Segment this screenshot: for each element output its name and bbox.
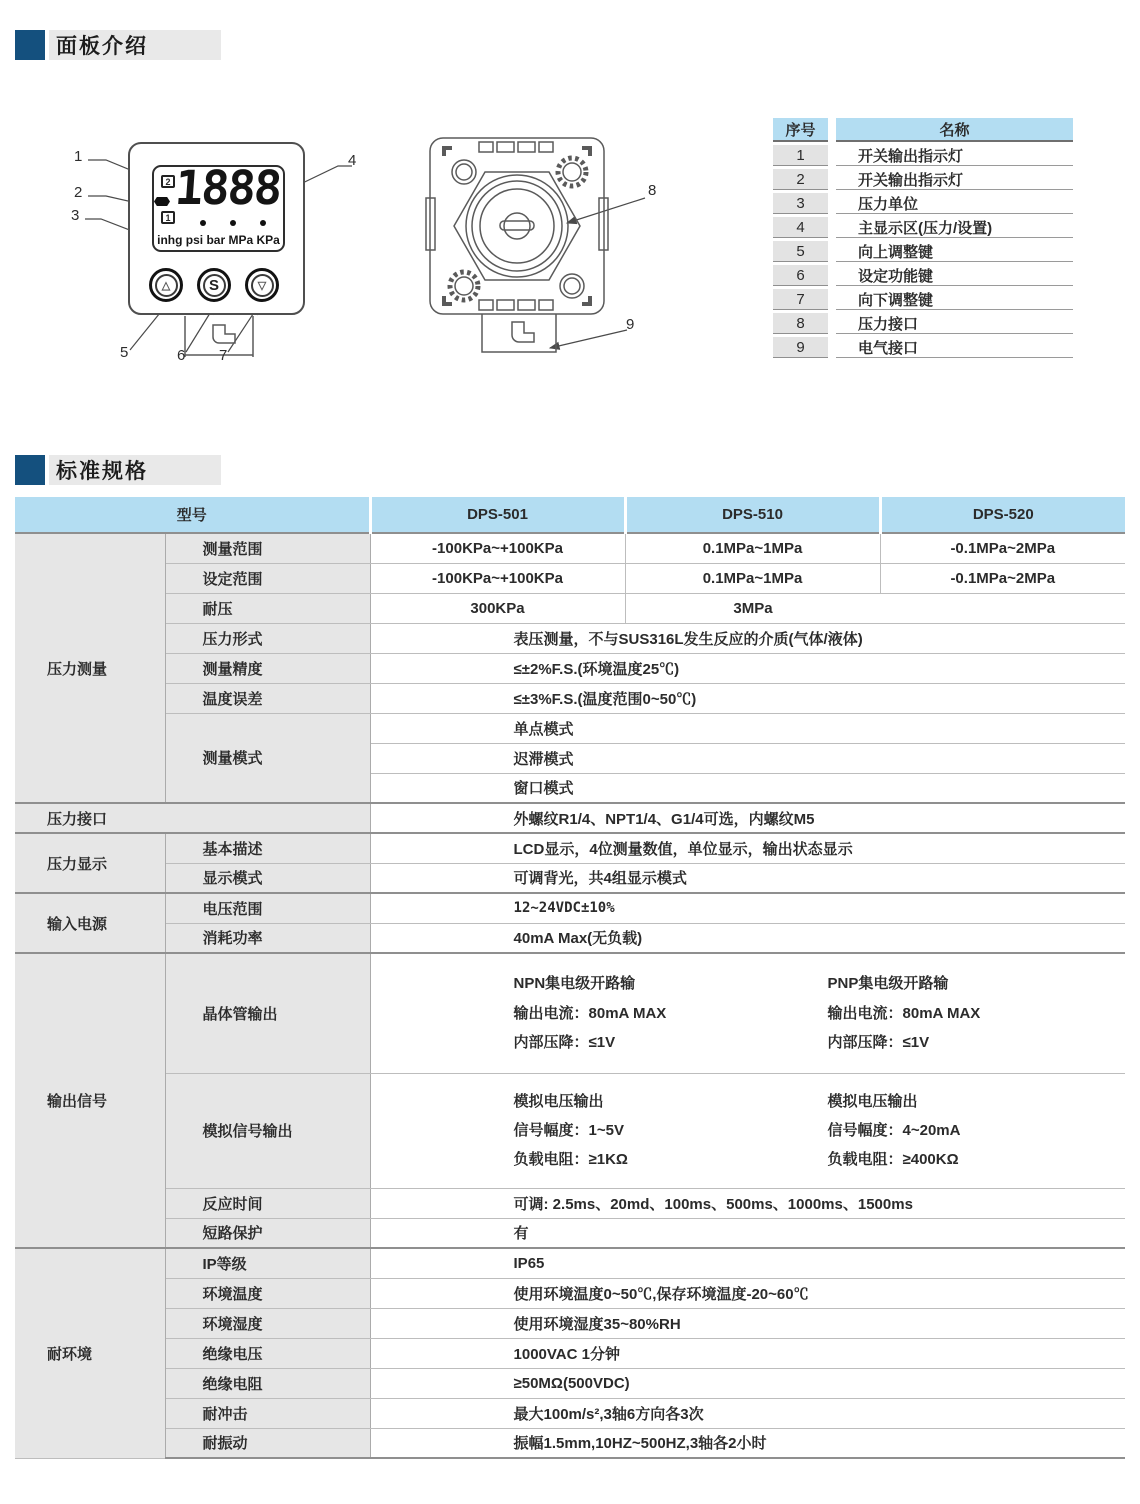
callout-6: 6 (177, 347, 186, 364)
callout-4: 4 (348, 152, 357, 169)
parts-table (773, 118, 1073, 358)
pressure-port (454, 172, 580, 280)
title-accent-square (15, 455, 45, 485)
spec-row (15, 1368, 1125, 1398)
part-number: 2 (773, 169, 828, 190)
analog-current-block (828, 1087, 961, 1175)
spec-value-cell: 表压测量，不与SUS316L发生反应的介质(气体/液体) (370, 623, 1125, 653)
spec-value-cell: -100KPa~+100KPa (370, 533, 625, 563)
spec-group-cell: 输入电源 (15, 893, 165, 953)
spec-value-line: 模拟电压输出 (513, 1092, 604, 1110)
spec-label-cell: 短路保护 (165, 1218, 370, 1248)
spec-label-cell: 晶体管输出 (165, 953, 370, 1073)
device-front (128, 142, 305, 315)
spec-group-cell: 压力显示 (15, 833, 165, 893)
spec-row (15, 533, 1125, 563)
spec-row (15, 683, 1125, 713)
spec-label-cell: 温度误差 (165, 683, 370, 713)
spec-label-cell: 模拟信号输出 (165, 1073, 370, 1188)
spec-label-cell: 压力形式 (165, 623, 370, 653)
spec-value-line: 输出电流：80mA MAX (513, 1004, 667, 1022)
lcd-digits: 1888 (173, 161, 283, 216)
spec-value-cell: 0.1MPa~1MPa (625, 533, 880, 563)
part-number: 4 (773, 217, 828, 238)
spec-value-cell: 使用环境湿度35~80%RH (370, 1308, 1125, 1338)
part-number: 1 (773, 145, 828, 166)
parts-header-number: 序号 (773, 118, 828, 142)
spec-label-cell: 显示模式 (165, 863, 370, 893)
spec-row (15, 833, 1125, 863)
spec-table (15, 497, 1125, 1459)
col-header-dps501: DPS-501 (370, 497, 625, 533)
spec-label-cell: 绝缘电压 (165, 1338, 370, 1368)
spec-value-cell (370, 1073, 1125, 1188)
spec-value-cell: 40mA Max(无负载) (370, 923, 1125, 953)
up-adjust-button[interactable] (149, 268, 183, 302)
spec-value-cell: 窗口模式 (370, 773, 1125, 803)
spec-row (15, 1338, 1125, 1368)
spec-group-cell: 输出信号 (15, 953, 165, 1248)
spec-value-line: 内部压降：≤1V (827, 1033, 930, 1051)
lcd-display (152, 161, 285, 252)
part-name: 开关输出指示灯 (836, 145, 1073, 166)
minus-sign-segment (154, 197, 170, 206)
spec-value-line: NPN集电级开路输 (513, 975, 636, 993)
part-number: 6 (773, 265, 828, 286)
part-number: 9 (773, 337, 828, 358)
callout-3: 3 (71, 207, 80, 224)
part-name: 向下调整键 (836, 289, 1073, 310)
part-name: 开关输出指示灯 (836, 169, 1073, 190)
spec-label-cell: 设定范围 (165, 563, 370, 593)
spec-value-line: 负载电阻：≥400KΩ (827, 1151, 959, 1169)
spec-value-cell: 有 (370, 1218, 1125, 1248)
spec-row (15, 1308, 1125, 1338)
decimal-dot (230, 220, 236, 226)
spec-value-line: 信号幅度：1~5V (513, 1121, 624, 1139)
spec-row (15, 713, 1125, 743)
callout-7: 7 (219, 347, 228, 364)
spec-row (15, 623, 1125, 653)
spec-value-cell: ≤±2%F.S.(环境温度25℃) (370, 653, 1125, 683)
triangle-down-icon: ▽ (251, 274, 274, 297)
output-indicator-2: 2 (161, 175, 175, 188)
spec-header-row (15, 497, 1125, 533)
callout-5: 5 (120, 344, 129, 361)
spec-value-cell: 可调背光，共4组显示模式 (370, 863, 1125, 893)
spec-row (15, 1073, 1125, 1188)
spec-row (15, 863, 1125, 893)
pressure-units-row: inhg psi bar MPa KPa (157, 233, 280, 247)
down-adjust-button[interactable] (245, 268, 279, 302)
spec-row (15, 1248, 1125, 1278)
decimal-dot (200, 220, 206, 226)
spec-row (15, 1188, 1125, 1218)
spec-value-cell: 300KPa (370, 593, 625, 623)
spec-label-cell: 耐冲击 (165, 1398, 370, 1428)
panel-intro-title-text: 面板介绍 (49, 30, 221, 60)
spec-value-cell: -0.1MPa~2MPa (880, 533, 1125, 563)
spec-value-cell: 单点模式 (370, 713, 1125, 743)
spec-value-cell: -100KPa~+100KPa (370, 563, 625, 593)
output-indicator-1: 1 (161, 211, 175, 224)
pnp-output-block (828, 969, 981, 1057)
rear-gear-screws (450, 158, 586, 300)
spec-value-cell: 可调: 2.5ms、20md、100ms、500ms、1000ms、1500ms (370, 1188, 1125, 1218)
spec-row (15, 1428, 1125, 1458)
standard-specs-title (15, 455, 221, 485)
spec-label-cell: IP等级 (165, 1248, 370, 1278)
spec-row (15, 1398, 1125, 1428)
spec-value-text: 3MPa (733, 599, 773, 617)
set-button-label: S (203, 274, 226, 297)
spec-value-cell: 使用环境温度0~50℃,保存环境温度-20~60℃ (370, 1278, 1125, 1308)
spec-row (15, 1278, 1125, 1308)
spec-label-cell: 环境温度 (165, 1278, 370, 1308)
analog-voltage-block (514, 1087, 628, 1175)
spec-value-cell: 迟滞模式 (370, 743, 1125, 773)
spec-label-cell: 反应时间 (165, 1188, 370, 1218)
spec-row (15, 923, 1125, 953)
spec-label-cell: 消耗功率 (165, 923, 370, 953)
spec-label-cell: 电压范围 (165, 893, 370, 923)
spec-group-cell: 压力测量 (15, 533, 165, 803)
triangle-up-icon: △ (155, 274, 178, 297)
spec-value-line: 内部压降：≤1V (513, 1033, 616, 1051)
spec-value-line: 信号幅度：4~20mA (827, 1121, 961, 1139)
device-rear (426, 138, 608, 352)
spec-value-line: 负载电阻：≥1KΩ (513, 1151, 628, 1169)
spec-label-cell: 测量范围 (165, 533, 370, 563)
spec-value-line: PNP集电级开路输 (827, 975, 949, 993)
part-name: 压力接口 (836, 313, 1073, 334)
part-name: 主显示区(压力/设置) (836, 217, 1073, 238)
spec-value-cell: ≥50MΩ(500VDC) (370, 1368, 1125, 1398)
spec-label-cell: 测量模式 (165, 713, 370, 803)
spec-value-cell: LCD显示，4位测量数值，单位显示，输出状态显示 (370, 833, 1125, 863)
spec-value-line: 输出电流：80mA MAX (827, 1004, 981, 1022)
part-number: 5 (773, 241, 828, 262)
callout-2: 2 (74, 184, 83, 201)
spec-row (15, 563, 1125, 593)
part-name: 电气接口 (836, 337, 1073, 358)
part-number: 3 (773, 193, 828, 214)
spec-label-cell: 耐振动 (165, 1428, 370, 1458)
spec-label-cell: 测量精度 (165, 653, 370, 683)
part-name: 压力单位 (836, 193, 1073, 214)
spec-value-cell: 12~24VDC±10% (370, 893, 1125, 923)
spec-label-cell: 压力接口 (15, 803, 370, 833)
col-header-model: 型号 (15, 497, 370, 533)
spec-value-cell: 最大100m/s²,3轴6方向各3次 (370, 1398, 1125, 1428)
spec-row (15, 893, 1125, 923)
spec-label-cell: 耐压 (165, 593, 370, 623)
spec-value-cell: -0.1MPa~2MPa (880, 563, 1125, 593)
callout-1: 1 (74, 148, 83, 165)
callout-8: 8 (648, 182, 657, 199)
spec-value-cell: ≤±3%F.S.(温度范围0~50℃) (370, 683, 1125, 713)
part-number: 8 (773, 313, 828, 334)
part-name: 设定功能键 (836, 265, 1073, 286)
spec-label-cell: 绝缘电阻 (165, 1368, 370, 1398)
set-function-button[interactable] (197, 268, 231, 302)
standard-specs-title-text: 标准规格 (49, 455, 221, 485)
spec-label-cell: 基本描述 (165, 833, 370, 863)
spec-row (15, 593, 1125, 623)
callout-9: 9 (626, 316, 635, 333)
spec-value-cell: 1000VAC 1分钟 (370, 1338, 1125, 1368)
spec-value-cell: IP65 (370, 1248, 1125, 1278)
spec-value-cell: 0.1MPa~1MPa (625, 563, 880, 593)
spec-group-cell: 耐环境 (15, 1248, 165, 1458)
rear-vents (479, 142, 553, 310)
spec-label-cell: 环境湿度 (165, 1308, 370, 1338)
spec-row (15, 803, 1125, 833)
spec-value-cell: 外螺纹R1/4、NPT1/4、G1/4可选，内螺纹M5 (370, 803, 1125, 833)
spec-value-cell (625, 593, 1125, 623)
spec-value-line: 模拟电压输出 (827, 1092, 918, 1110)
spec-row (15, 653, 1125, 683)
spec-value-cell (370, 953, 1125, 1073)
col-header-dps510: DPS-510 (625, 497, 880, 533)
part-number: 7 (773, 289, 828, 310)
col-header-dps520: DPS-520 (880, 497, 1125, 533)
electrical-connector (482, 314, 556, 352)
decimal-dot (260, 220, 266, 226)
spec-row (15, 1218, 1125, 1248)
spec-row (15, 953, 1125, 1073)
part-name: 向上调整键 (836, 241, 1073, 262)
spec-value-cell: 振幅1.5mm,10HZ~500HZ,3轴各2小时 (370, 1428, 1125, 1458)
parts-header-name: 名称 (836, 118, 1073, 142)
npn-output-block (514, 969, 667, 1057)
